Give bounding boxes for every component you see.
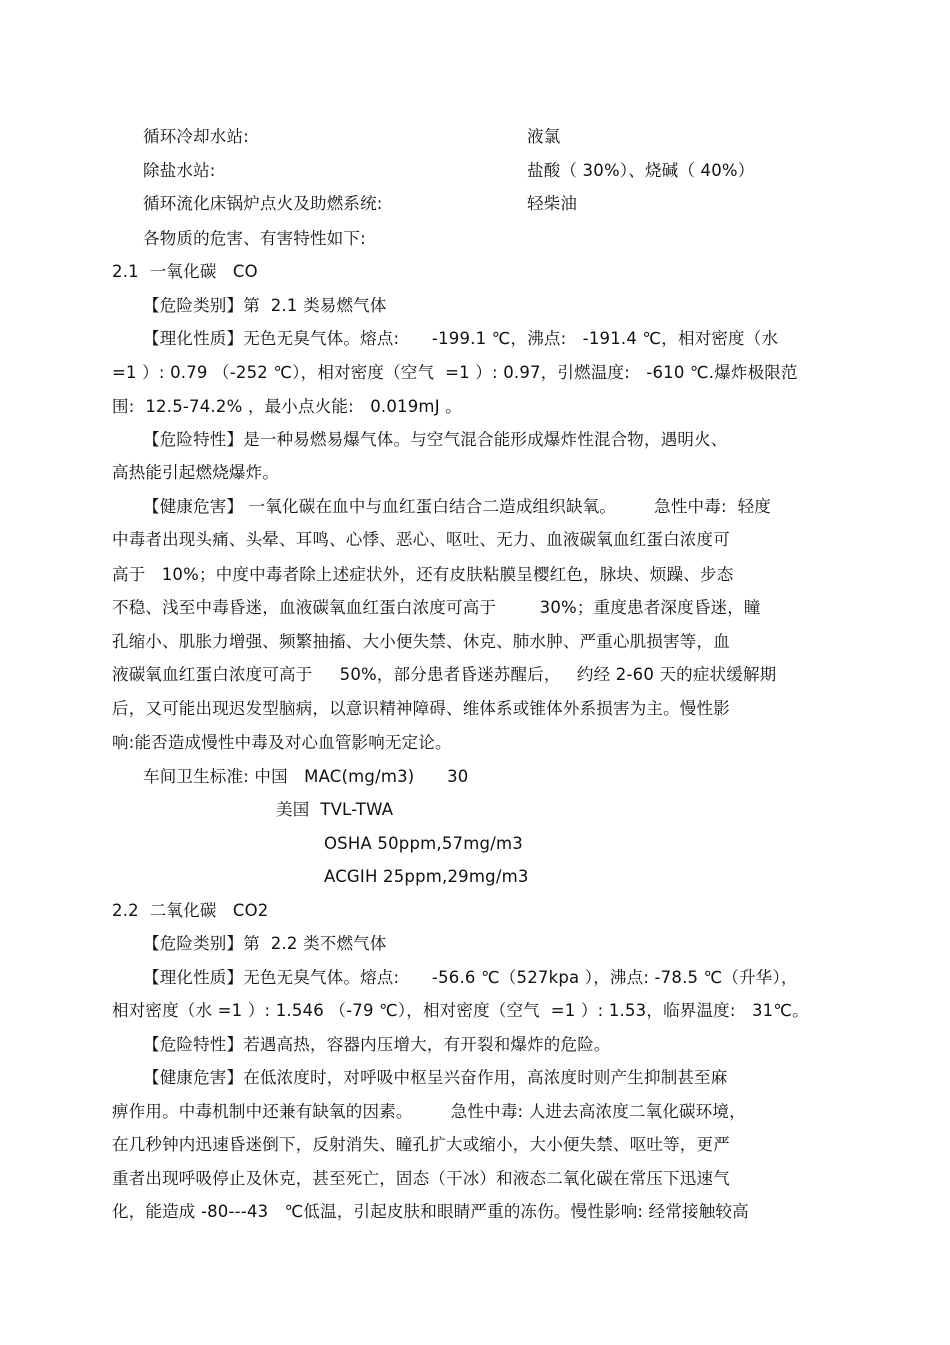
co2-line: 【危险类别】第 2.2 类不燃气体 [143,934,387,953]
co-line: 【危险类别】第 2.1 类易燃气体 [143,296,387,315]
co2-line: 在几秒钟内迅速昏迷倒下，反射消失、瞳孔扩大或缩小，大小便失禁、呕吐等，更严 [112,1135,730,1154]
co2-line: 【理化性质】无色无臭气体。熔点: -56.6 ℃（527kpa ），沸点: -78.5 ℃（升华）， [143,968,798,987]
co2-line: 痹作用。中毒机制中还兼有缺氧的因素。 急性中毒: 人进去高浓度二氧化碳环境， [112,1102,746,1121]
co-line: 后，又可能出现迟发型脑病，以意识精神障碍、维体系或锥体外系损害为主。慢性影 [112,699,730,718]
provision-site-1: 循环冷却水站: [143,127,249,146]
co2-line: 【危险特性】若遇高热，容器内压增大，有开裂和爆炸的危险。 [143,1035,611,1054]
co-line: 【健康危害】 一氧化碳在血中与血红蛋白结合二造成组织缺氧。 急性中毒: 轻度 [143,497,772,516]
co-line: 围: 12.5-74.2% ，最小点火能: 0.019mJ 。 [112,397,462,416]
provision-material-1: 液氯 [527,127,561,146]
co-line: 孔缩小、肌胀力增强、频繁抽搐、大小便失禁、休克、肺水肿、严重心肌损害等，血 [112,632,730,651]
provision-site-3: 循环流化床锅炉点火及助燃系统: [143,194,383,213]
section-heading-co2: 2.2 二氧化碳 CO2 [112,901,269,920]
co-standard-usa: 美国 TVL-TWA [276,800,394,819]
intro-text: 各物质的危害、有害特性如下: [143,229,366,248]
co-standard-china: 车间卫生标准: 中国 MAC(mg/m3) 30 [143,767,469,786]
section-heading-co: 2.1 一氧化碳 CO [112,262,258,281]
co2-line: 化，能造成 -80---43 ℃低温，引起皮肤和眼睛严重的冻伤。慢性影响: 经常接触较高 [112,1202,749,1221]
co-line: 不稳、浅至中毒昏迷，血液碳氧血红蛋白浓度可高于 30%；重度患者深度昏迷，瞳 [112,598,761,617]
co-line: 【理化性质】无色无臭气体。熔点: -199.1 ℃，沸点: -191.4 ℃，相对密度（水 [143,329,779,348]
co2-line: 【健康危害】在低浓度时，对呼吸中枢呈兴奋作用，高浓度时则产生抑制甚至麻 [143,1068,728,1087]
co-line: 中毒者出现头痛、头晕、耳鸣、心悸、恶心、呕吐、无力、血液碳氧血红蛋白浓度可 [112,530,730,549]
co-standard-osha: OSHA 50ppm,57mg/m3 [324,834,523,853]
co2-line: 相对密度（水 =1 ）: 1.546 （-79 ℃），相对密度（空气 =1 ）: 1.53，临界温度: 31℃。 [112,1001,809,1020]
co2-line: 重者出现呼吸停止及休克，甚至死亡，固态（干冰）和液态二氧化碳在常压下迅速气 [112,1169,730,1188]
provision-material-2: 盐酸（ 30%）、烧碱（ 40%） [527,161,755,180]
co-line: 响:能否造成慢性中毒及对心血管影响无定论。 [112,733,452,752]
co-standard-acgih: ACGIH 25ppm,29mg/m3 [324,867,529,886]
co-line: 高于 10%；中度中毒者除上述症状外，还有皮肤粘膜呈樱红色，脉块、烦躁、步态 [112,565,734,584]
co-line: 液碳氧血红蛋白浓度可高于 50%，部分患者昏迷苏醒后， 约经 2-60 天的症状缓解期 [112,665,777,684]
provision-material-3: 轻柴油 [527,194,578,213]
co-line: 高热能引起燃烧爆炸。 [112,463,279,482]
co-line: =1 ）: 0.79 （-252 ℃），相对密度（空气 =1 ）: 0.97，引燃温度: -610 ℃.爆炸极限范 [112,363,798,382]
co-line: 【危险特性】是一种易燃易爆气体。与空气混合能形成爆炸性混合物，遇明火、 [143,430,728,449]
provision-site-2: 除盐水站: [143,161,216,180]
